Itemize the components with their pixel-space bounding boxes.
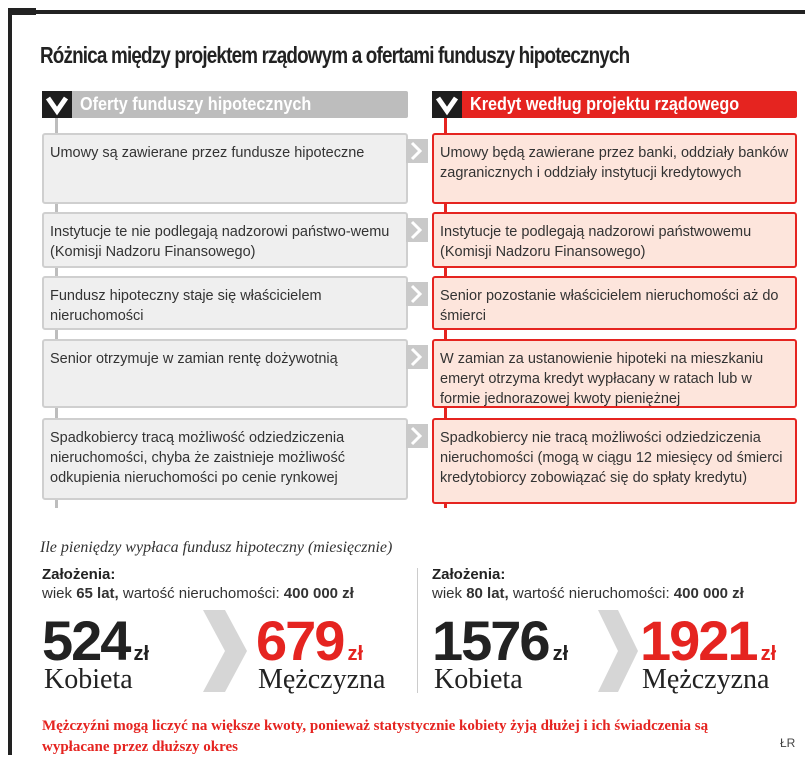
arrow-right-icon bbox=[203, 610, 247, 692]
fund-offer-cell: Senior otrzymuje w zamian rentę dożywotnią bbox=[42, 339, 408, 408]
amount: 1921 bbox=[640, 609, 757, 672]
government-loan-cell: Senior pozostanie właścicielem nieruchomości aż do śmierci bbox=[432, 276, 797, 330]
chevron-right-icon bbox=[406, 345, 428, 369]
value-label: wartość nieruchomości: bbox=[118, 585, 284, 602]
fund-offer-cell: Spadkobiercy tracą możliwość odziedziczenia nieruchomości, chyba że zaistnieje możliwość odkupienia nieruchomości po cenie rynkowej bbox=[42, 418, 408, 500]
left-header-label: Oferty funduszy hipotecznych bbox=[80, 94, 312, 114]
subtitle: Ile pieniędzy wypłaca fundusz hipoteczny (miesięcznie) bbox=[40, 539, 393, 556]
government-loan-cell: Spadkobiercy nie tracą możliwości odziedziczenia nieruchomości (mogą w ciągu 12 miesięcy od śmierci kredytobiorcy zobowiązać się do spłaty kredytu) bbox=[432, 418, 797, 504]
title: Różnica między projektem rządowym a ofertami funduszy hipotecznych bbox=[40, 42, 630, 68]
chevron-down-icon bbox=[42, 91, 72, 118]
left-column-header bbox=[42, 91, 408, 118]
credit: ŁR bbox=[780, 736, 796, 750]
amount: 524 bbox=[42, 609, 130, 672]
amount: 679 bbox=[256, 609, 344, 672]
currency: zł bbox=[347, 643, 363, 665]
chevron-right-icon bbox=[406, 218, 428, 242]
chevron-right-icon bbox=[406, 139, 428, 163]
man-label: Mężczyzna bbox=[642, 664, 770, 695]
chevron-right-icon bbox=[406, 424, 428, 448]
arrow-right-icon bbox=[598, 610, 638, 692]
fund-offer-cell: Fundusz hipoteczny staje się właścicielem nieruchomości bbox=[42, 276, 408, 330]
currency: zł bbox=[760, 643, 777, 665]
property-value: 400 000 zł bbox=[283, 585, 354, 602]
assumptions-text bbox=[432, 585, 744, 602]
assumptions-label: Założenia: bbox=[432, 566, 506, 583]
property-value: 400 000 zł bbox=[673, 585, 744, 602]
government-loan-cell: Umowy będą zawierane przez banki, oddziały banków zagranicznych i oddziały instytucji kredytowych bbox=[432, 133, 797, 204]
currency: zł bbox=[133, 643, 149, 665]
currency: zł bbox=[552, 643, 569, 665]
government-loan-cell: Instytucje te podlegają nadzorowi państwowemu (Komisji Nadzoru Finansowego) bbox=[432, 212, 797, 268]
age-prefix: wiek bbox=[432, 585, 467, 602]
age: 80 lat, bbox=[466, 585, 509, 602]
frame-line bbox=[8, 10, 805, 14]
fund-offer-cell: Umowy są zawierane przez fundusze hipoteczne bbox=[42, 133, 408, 204]
right-column-header bbox=[432, 91, 797, 118]
value-label: wartość nieruchomości: bbox=[508, 585, 674, 602]
right-header-label: Kredyt według projektu rządowego bbox=[470, 94, 740, 114]
government-loan-cell: W zamian za ustanowienie hipoteki na mieszkaniu emeryt otrzyma kredyt wypłacany w ratach lub w formie jednorazowej kwoty pieniężnej bbox=[432, 339, 797, 408]
age-prefix: wiek bbox=[42, 585, 77, 602]
assumptions-text bbox=[42, 585, 354, 602]
man-label: Mężczyzna bbox=[258, 664, 386, 695]
divider bbox=[417, 568, 418, 693]
frame-line bbox=[8, 10, 12, 755]
assumptions-label: Założenia: bbox=[42, 566, 116, 583]
footnote: Mężczyźni mogą liczyć na większe kwoty, ponieważ statystycznie kobiety żyją dłużej i ich świadczenia są wypłacane przez dłuższy okres bbox=[42, 718, 709, 755]
woman-label: Kobieta bbox=[434, 664, 523, 695]
fund-offer-cell: Instytucje te nie podlegają nadzorowi państwo-wemu (Komisji Nadzoru Finansowego) bbox=[42, 212, 408, 268]
chevron-down-icon bbox=[432, 91, 462, 118]
chevron-right-icon bbox=[406, 282, 428, 306]
age: 65 lat, bbox=[76, 585, 119, 602]
amount: 1576 bbox=[432, 609, 549, 672]
woman-label: Kobieta bbox=[44, 664, 133, 695]
frame-tab bbox=[8, 8, 36, 15]
